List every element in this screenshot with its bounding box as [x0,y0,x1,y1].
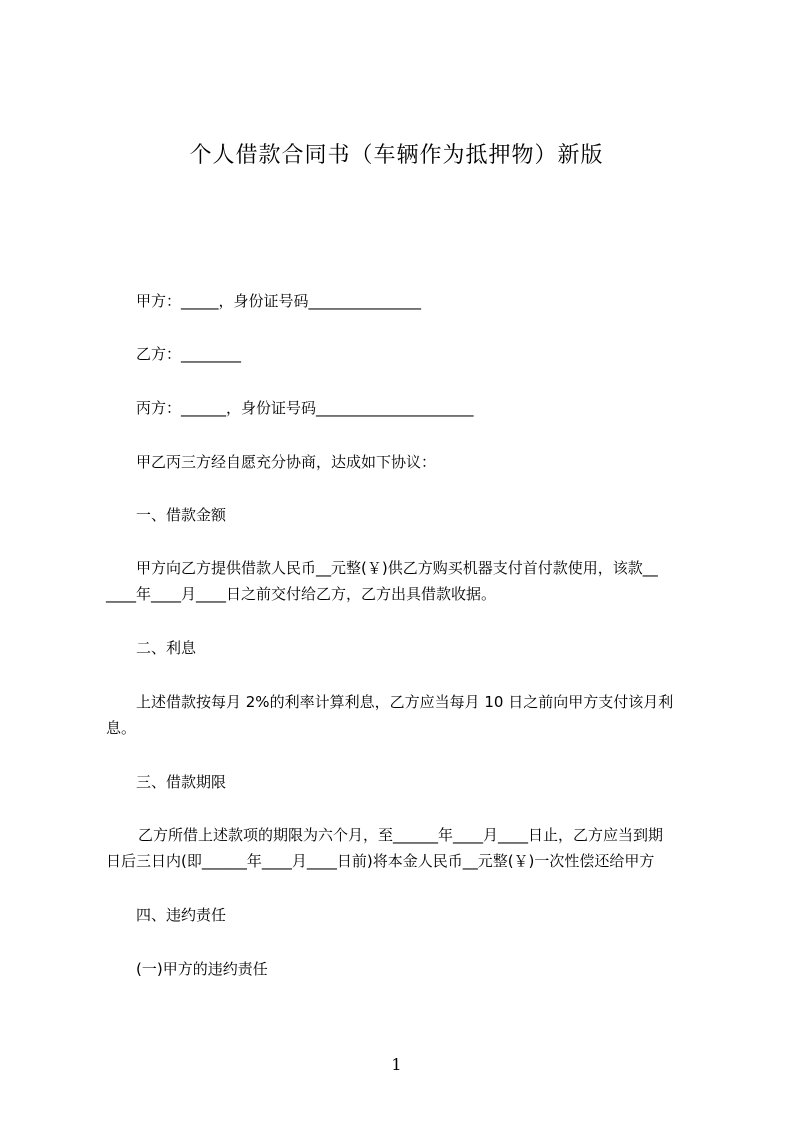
section-heading-liability: 四、违约责任 [136,906,227,924]
document-title: 个人借款合同书（车辆作为抵押物）新版 [189,143,604,168]
section-term-line-2: 日后三日内(即______年____月____日前)将本金人民币__元整(￥)一次性偿还给甲方 [106,852,655,870]
section-amount-line-1: 甲方向乙方提供借款人民币__元整(￥)供乙方购买机器支付首付款使用，该款__ [136,559,658,577]
section-heading-interest: 二、利息 [136,639,197,657]
party-a-line: 甲方：_____，身份证号码_______________ [136,292,422,310]
party-b-line: 乙方：________ [136,345,242,363]
section-term-line-1: 乙方所借上述款项的期限为六个月，至______年____月____日止，乙方应当到期 [138,826,664,844]
party-c-line: 丙方：______，身份证号码_____________________ [136,399,474,417]
section-heading-term: 三、借款期限 [136,773,227,791]
section-heading-amount: 一、借款金额 [136,506,227,524]
preamble: 甲乙丙三方经自愿充分协商，达成如下协议： [136,453,437,471]
section-interest-line-2: 息。 [106,719,137,737]
page-number: 1 [391,1055,402,1074]
section-interest-line-1: 上述借款按每月 2%的利率计算利息，乙方应当每月 10 日之前向甲方支付该月利 [136,693,674,711]
subsection-party-a-liability: (一)甲方的违约责任 [136,960,268,978]
section-amount-line-2: ____年____月____日之前交付给乙方，乙方出具借款收据。 [106,585,497,603]
